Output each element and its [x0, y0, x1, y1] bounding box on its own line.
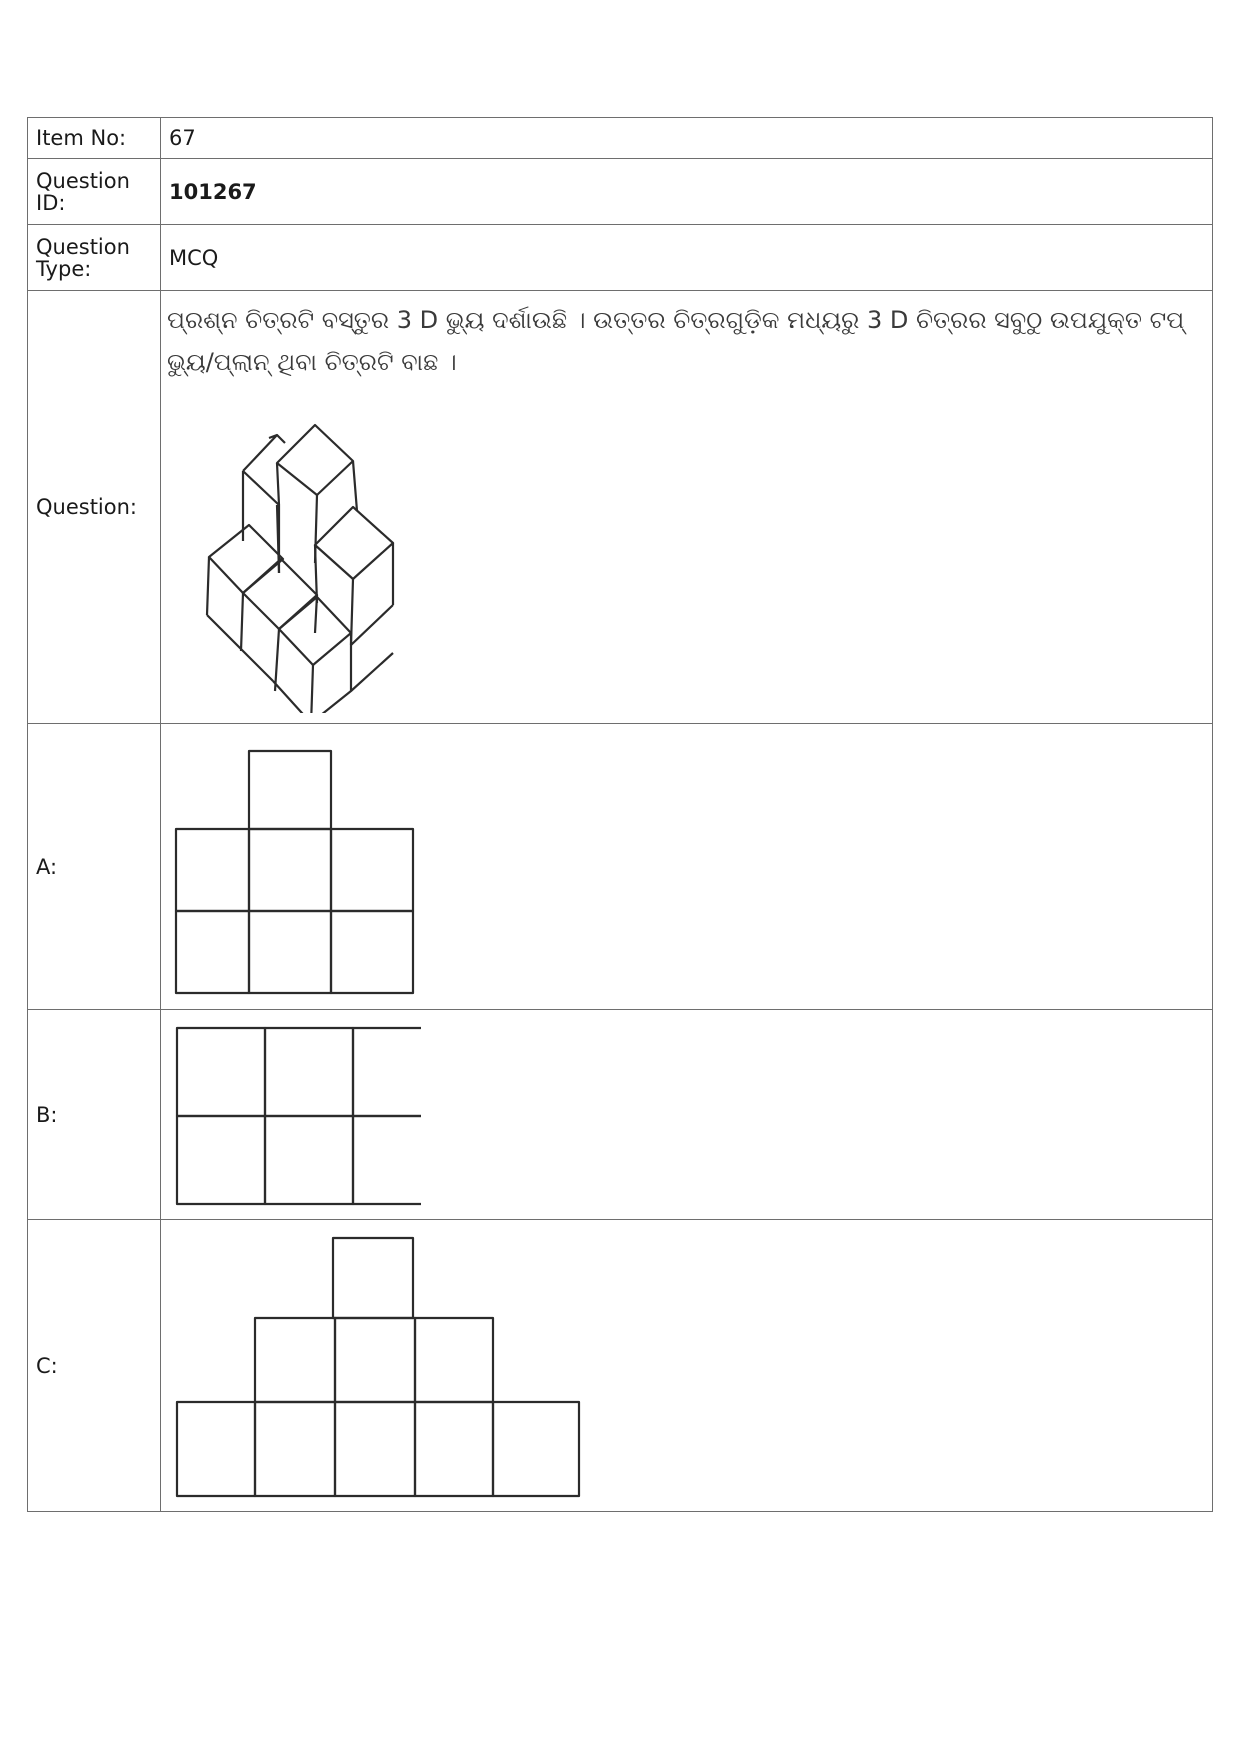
option-c-label: C: [28, 1220, 161, 1512]
left-cube-top [209, 525, 283, 593]
question-type-value: MCQ [161, 225, 1213, 291]
option-b-row [28, 1010, 1213, 1220]
item-no-value: 67 [161, 118, 1213, 159]
option-b-figure [161, 1020, 421, 1210]
question-row [28, 291, 1213, 724]
item-no-row [28, 118, 1213, 159]
question-id-label: Question ID: [28, 159, 161, 225]
question-id-value: 101267 [161, 159, 1213, 225]
question-id-row [28, 159, 1213, 225]
question-sheet [27, 117, 1213, 1512]
tall-cube-faces [277, 461, 357, 573]
tall-cube-top [277, 425, 353, 495]
option-b-cell[interactable] [161, 1010, 1213, 1220]
middle-cube-faces [275, 595, 317, 691]
question-3d-figure [161, 383, 421, 713]
option-a-figure [161, 737, 421, 997]
right-cube-faces [315, 543, 393, 645]
option-a-label: A: [28, 724, 161, 1010]
option-b-label: B: [28, 1010, 161, 1220]
front-cube-faces [273, 633, 393, 713]
question-text: ପ୍ରଶ୍ନ ଚିତ୍ରଟି ବସ୍ତୁର 3 D ଭ୍ୟୁ ଦର୍ଶାଉଛି । ଉତ୍ତର ଚିତ୍ରଗୁଡ଼ିକ ମଧ୍ୟରୁ 3 D ଚିତ୍ରର ସବୁଠୁ ଉପଯୁକ୍ତ ଟପ୍ ଭ୍ୟୁ/ପ୍ଲାନ୍ ଥିବା ଚିତ୍ରଟି ବାଛ । [167, 306, 1185, 376]
option-c-row [28, 1220, 1213, 1512]
question-cell [161, 291, 1213, 724]
option-a-cell[interactable] [161, 724, 1213, 1010]
option-a-row [28, 724, 1213, 1010]
question-label: Question: [28, 291, 161, 724]
option-c-cell[interactable] [161, 1220, 1213, 1512]
question-type-label: Question Type: [28, 225, 161, 291]
right-cube-top [315, 507, 393, 579]
item-no-label: Item No: [28, 118, 161, 159]
question-type-row [28, 225, 1213, 291]
option-c-figure [161, 1230, 601, 1502]
